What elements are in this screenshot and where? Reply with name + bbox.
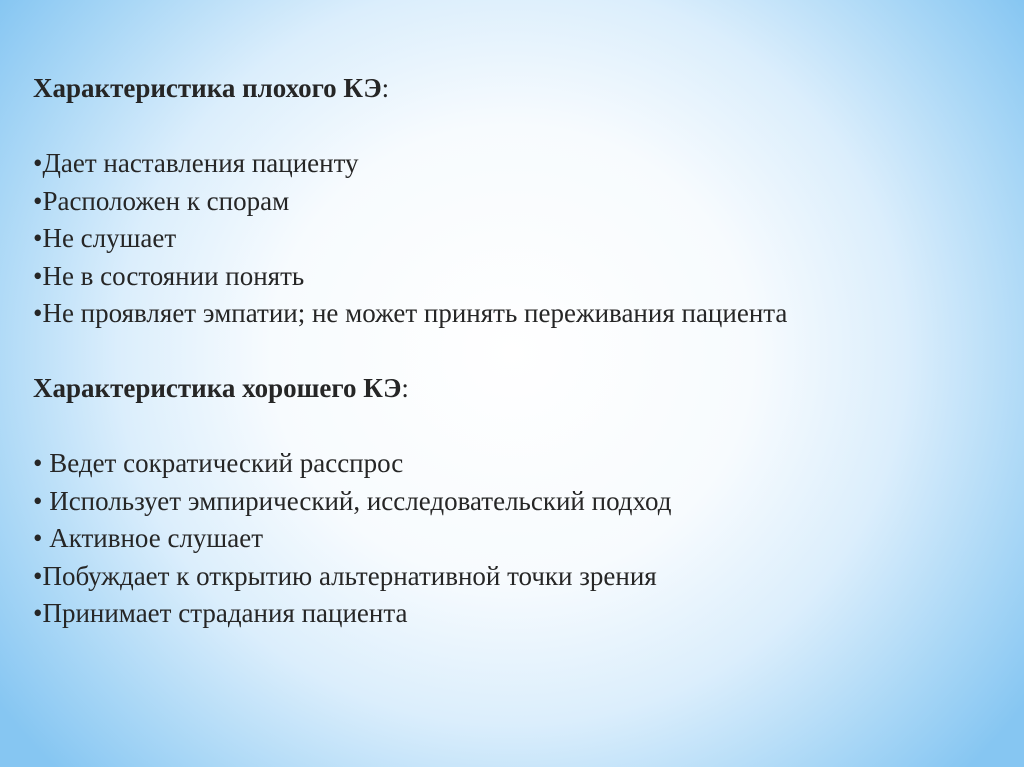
- spacer: [33, 108, 933, 146]
- list-item: •Дает наставления пациенту: [33, 148, 359, 178]
- list-item: • Использует эмпирический, исследовательский подход: [33, 485, 672, 516]
- list-item: •Не проявляет эмпатии; не может принять переживания пациента: [33, 298, 788, 328]
- list-item: •Принимает страдания пациента: [33, 598, 408, 628]
- spacer: [33, 333, 933, 371]
- slide-content: [33, 70, 933, 633]
- bad-counselor-heading: [33, 70, 933, 108]
- spacer: [33, 408, 933, 446]
- good-counselor-heading-text: Характеристика хорошего КЭ: [33, 373, 402, 403]
- bad-counselor-heading-colon: :: [381, 73, 390, 103]
- bad-counselor-heading-text: Характеристика плохого КЭ: [33, 73, 382, 103]
- list-item: • Ведет сократический расспрос: [33, 448, 404, 478]
- list-item: •Не в состоянии понять: [33, 260, 305, 291]
- list-item: •Расположен к спорам: [33, 185, 290, 216]
- bad-counselor-list: [33, 145, 933, 333]
- good-counselor-heading: [33, 370, 933, 408]
- list-item: •Не слушает: [33, 223, 177, 253]
- list-item: • Активное слушает: [33, 523, 263, 553]
- list-item: •Побуждает к открытию альтернативной точки зрения: [33, 560, 657, 591]
- good-counselor-heading-colon: :: [401, 373, 409, 403]
- good-counselor-list: [33, 445, 933, 633]
